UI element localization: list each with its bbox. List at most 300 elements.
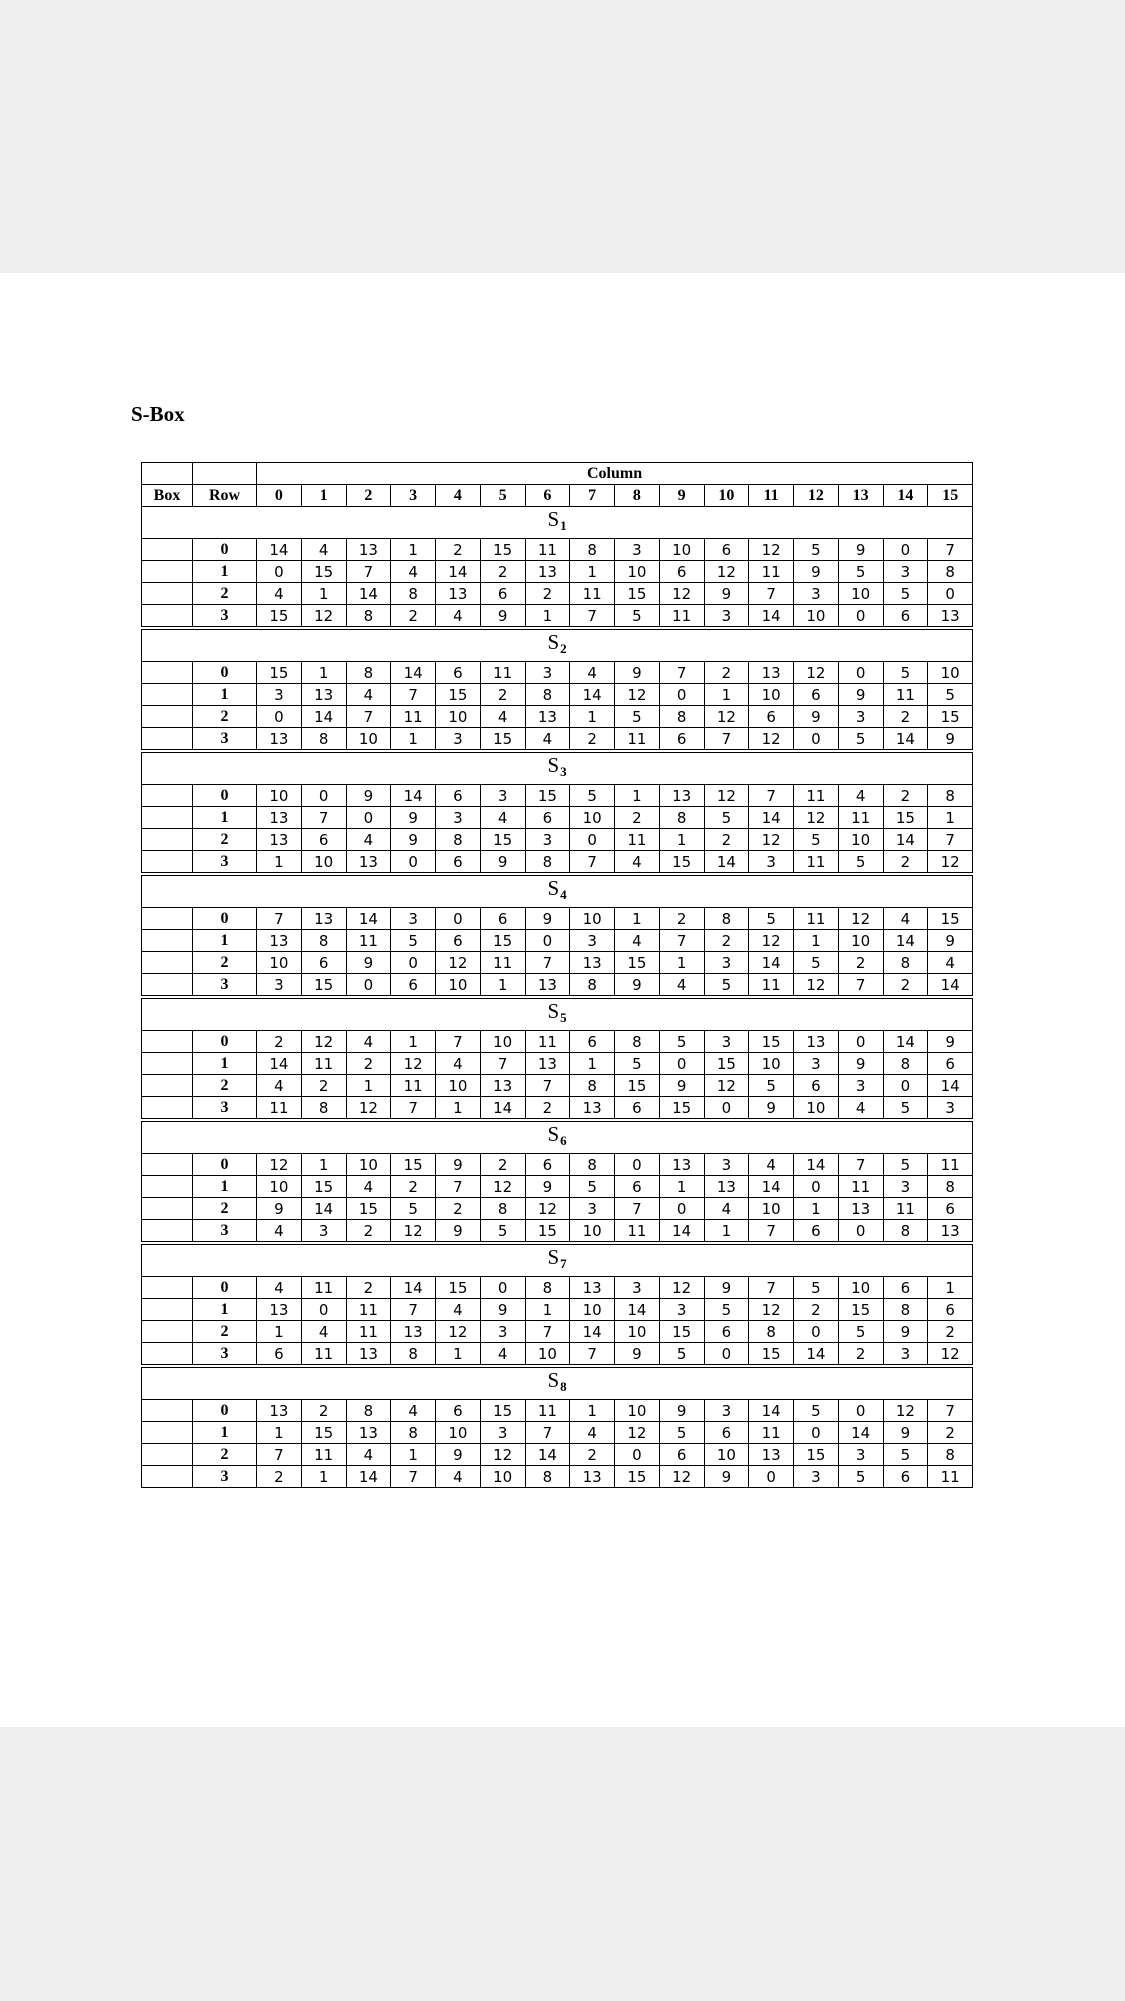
sbox-value-cell: 4 [257, 1220, 302, 1244]
sbox-value-cell: 10 [525, 1343, 570, 1367]
sbox-value-cell: 9 [659, 1400, 704, 1422]
sbox-value-cell: 6 [480, 908, 525, 930]
sbox-value-cell: 11 [749, 561, 794, 583]
sbox-value-cell: 3 [480, 1422, 525, 1444]
sbox-value-cell: 0 [794, 1321, 839, 1343]
sbox-value-cell: 2 [794, 1299, 839, 1321]
sbox-value-cell: 14 [838, 1422, 883, 1444]
sbox-value-cell: 0 [883, 539, 928, 561]
sbox-value-cell: 3 [883, 1343, 928, 1367]
column-header-row [142, 485, 973, 507]
sbox-value-cell: 9 [436, 1154, 481, 1176]
sbox-title-row [142, 1243, 973, 1277]
sbox-value-cell: 1 [928, 1277, 973, 1299]
sbox-value-cell: 8 [749, 1321, 794, 1343]
table-row [142, 684, 973, 706]
sbox-title [142, 997, 973, 1031]
sbox-value-cell: 6 [928, 1053, 973, 1075]
sbox-value-cell: 13 [257, 728, 302, 752]
sbox-value-cell: 7 [570, 851, 615, 875]
sbox-value-cell: 4 [704, 1198, 749, 1220]
column-number-header: 15 [928, 485, 973, 507]
sbox-name: S [547, 999, 560, 1023]
sbox-value-cell: 11 [346, 930, 391, 952]
table-row [142, 1053, 973, 1075]
box-header: Box [142, 485, 193, 507]
table-row [142, 662, 973, 684]
sbox-value-cell: 13 [346, 1343, 391, 1367]
sbox-value-cell: 4 [257, 583, 302, 605]
sbox-value-cell: 12 [615, 1422, 660, 1444]
column-number-header: 8 [615, 485, 660, 507]
sbox-value-cell: 9 [436, 1220, 481, 1244]
box-cell [142, 1321, 193, 1343]
sbox-value-cell: 14 [794, 1154, 839, 1176]
sbox-subscript: 1 [560, 518, 567, 533]
sbox-value-cell: 8 [659, 706, 704, 728]
sbox-value-cell: 9 [615, 1343, 660, 1367]
sbox-value-cell: 5 [838, 728, 883, 752]
sbox-value-cell: 12 [301, 605, 346, 629]
sbox-value-cell: 6 [794, 684, 839, 706]
sbox-value-cell: 6 [659, 561, 704, 583]
sbox-value-cell: 14 [883, 930, 928, 952]
sbox-value-cell: 12 [391, 1053, 436, 1075]
sbox-value-cell: 1 [480, 974, 525, 998]
sbox-value-cell: 14 [749, 952, 794, 974]
sbox-value-cell: 12 [794, 974, 839, 998]
sbox-value-cell: 7 [838, 1154, 883, 1176]
column-number-header: 13 [838, 485, 883, 507]
sbox-value-cell: 13 [749, 1444, 794, 1466]
sbox-value-cell: 2 [391, 1176, 436, 1198]
sbox-value-cell: 2 [257, 1031, 302, 1053]
sbox-value-cell: 6 [704, 1422, 749, 1444]
sbox-value-cell: 11 [883, 684, 928, 706]
sbox-value-cell: 2 [659, 908, 704, 930]
sbox-value-cell: 14 [570, 1321, 615, 1343]
row-number-cell: 2 [193, 952, 257, 974]
sbox-value-cell: 7 [928, 539, 973, 561]
sbox-value-cell: 7 [928, 1400, 973, 1422]
sbox-value-cell: 7 [301, 807, 346, 829]
sbox-value-cell: 6 [659, 1444, 704, 1466]
sbox-value-cell: 6 [794, 1075, 839, 1097]
sbox-value-cell: 14 [928, 1075, 973, 1097]
sbox-value-cell: 11 [794, 851, 839, 875]
sbox-value-cell: 0 [749, 1466, 794, 1488]
sbox-value-cell: 6 [659, 728, 704, 752]
sbox-name: S [547, 753, 560, 777]
sbox-value-cell: 3 [883, 561, 928, 583]
column-number-header: 11 [749, 485, 794, 507]
sbox-value-cell: 12 [525, 1198, 570, 1220]
sbox-value-cell: 9 [794, 561, 839, 583]
row-number-cell: 1 [193, 807, 257, 829]
column-number-header: 14 [883, 485, 928, 507]
sbox-value-cell: 11 [525, 1400, 570, 1422]
sbox-value-cell: 5 [928, 684, 973, 706]
sbox-value-cell: 4 [346, 1176, 391, 1198]
sbox-value-cell: 1 [570, 1400, 615, 1422]
sbox-value-cell: 6 [704, 1321, 749, 1343]
sbox-value-cell: 5 [883, 583, 928, 605]
sbox-value-cell: 7 [525, 952, 570, 974]
sbox-value-cell: 0 [794, 1176, 839, 1198]
sbox-value-cell: 6 [436, 851, 481, 875]
sbox-value-cell: 4 [346, 684, 391, 706]
sbox-value-cell: 3 [704, 1031, 749, 1053]
sbox-value-cell: 5 [570, 1176, 615, 1198]
sbox-value-cell: 12 [928, 1343, 973, 1367]
sbox-title-row [142, 1120, 973, 1154]
sbox-value-cell: 5 [883, 1444, 928, 1466]
sbox-value-cell: 3 [794, 583, 839, 605]
sbox-value-cell: 6 [391, 974, 436, 998]
row-number-cell: 0 [193, 785, 257, 807]
sbox-subscript: 3 [560, 764, 567, 779]
sbox-name: S [547, 1245, 560, 1269]
sbox-value-cell: 4 [838, 785, 883, 807]
sbox-value-cell: 0 [301, 1299, 346, 1321]
sbox-value-cell: 0 [659, 684, 704, 706]
sbox-value-cell: 13 [525, 1053, 570, 1075]
sbox-value-cell: 15 [391, 1154, 436, 1176]
sbox-value-cell: 10 [570, 908, 615, 930]
table-body [142, 507, 973, 1488]
sbox-value-cell: 12 [704, 561, 749, 583]
column-number-header: 9 [659, 485, 704, 507]
box-cell [142, 539, 193, 561]
sbox-value-cell: 8 [525, 851, 570, 875]
sbox-value-cell: 5 [391, 1198, 436, 1220]
sbox-value-cell: 0 [659, 1053, 704, 1075]
sbox-value-cell: 1 [301, 583, 346, 605]
column-number-header: 2 [346, 485, 391, 507]
row-number-cell: 2 [193, 829, 257, 851]
box-cell [142, 974, 193, 998]
sbox-value-cell: 12 [794, 807, 839, 829]
sbox-value-cell: 13 [391, 1321, 436, 1343]
sbox-value-cell: 4 [436, 1466, 481, 1488]
sbox-value-cell: 7 [346, 561, 391, 583]
sbox-value-cell: 12 [883, 1400, 928, 1422]
sbox-value-cell: 10 [257, 1176, 302, 1198]
sbox-value-cell: 8 [391, 1422, 436, 1444]
sbox-value-cell: 6 [749, 706, 794, 728]
sbox-value-cell: 14 [391, 785, 436, 807]
sbox-value-cell: 15 [525, 785, 570, 807]
sbox-value-cell: 10 [257, 952, 302, 974]
sbox-value-cell: 15 [301, 561, 346, 583]
sbox-value-cell: 4 [257, 1277, 302, 1299]
sbox-value-cell: 2 [928, 1321, 973, 1343]
sbox-subscript: 8 [560, 1379, 567, 1394]
sbox-value-cell: 14 [749, 1400, 794, 1422]
sbox-value-cell: 15 [436, 684, 481, 706]
sbox-value-cell: 5 [794, 829, 839, 851]
sbox-value-cell: 15 [794, 1444, 839, 1466]
sbox-value-cell: 5 [794, 1277, 839, 1299]
table-header [142, 463, 973, 507]
sbox-value-cell: 13 [257, 829, 302, 851]
sbox-value-cell: 5 [615, 706, 660, 728]
row-number-cell: 2 [193, 706, 257, 728]
sbox-value-cell: 3 [615, 539, 660, 561]
sbox-value-cell: 3 [659, 1299, 704, 1321]
sbox-value-cell: 4 [436, 1053, 481, 1075]
sbox-value-cell: 13 [257, 1400, 302, 1422]
sbox-value-cell: 13 [525, 561, 570, 583]
sbox-value-cell: 2 [704, 662, 749, 684]
sbox-value-cell: 3 [301, 1220, 346, 1244]
sbox-value-cell: 14 [480, 1097, 525, 1121]
sbox-title [142, 1120, 973, 1154]
sbox-value-cell: 5 [838, 561, 883, 583]
sbox-value-cell: 4 [346, 1031, 391, 1053]
sbox-value-cell: 13 [301, 908, 346, 930]
sbox-value-cell: 14 [749, 605, 794, 629]
sbox-value-cell: 14 [794, 1343, 839, 1367]
table-row [142, 1031, 973, 1053]
sbox-value-cell: 14 [883, 728, 928, 752]
sbox-value-cell: 6 [525, 807, 570, 829]
sbox-value-cell: 15 [659, 1321, 704, 1343]
sbox-value-cell: 13 [704, 1176, 749, 1198]
sbox-value-cell: 4 [615, 930, 660, 952]
sbox-value-cell: 11 [257, 1097, 302, 1121]
sbox-value-cell: 9 [480, 1299, 525, 1321]
sbox-value-cell: 8 [570, 1075, 615, 1097]
column-number-header: 5 [480, 485, 525, 507]
sbox-value-cell: 4 [928, 952, 973, 974]
row-number-cell: 3 [193, 1343, 257, 1367]
sbox-value-cell: 9 [659, 1075, 704, 1097]
sbox-value-cell: 1 [391, 1031, 436, 1053]
sbox-value-cell: 2 [346, 1220, 391, 1244]
sbox-value-cell: 5 [704, 1299, 749, 1321]
sbox-value-cell: 2 [525, 1097, 570, 1121]
sbox-title [142, 751, 973, 785]
sbox-value-cell: 12 [704, 1075, 749, 1097]
sbox-subscript: 2 [560, 641, 567, 656]
sbox-value-cell: 3 [794, 1053, 839, 1075]
sbox-value-cell: 14 [659, 1220, 704, 1244]
sbox-value-cell: 4 [346, 829, 391, 851]
sbox-value-cell: 4 [525, 728, 570, 752]
sbox-value-cell: 15 [928, 706, 973, 728]
box-cell [142, 1220, 193, 1244]
sbox-value-cell: 15 [301, 1422, 346, 1444]
sbox-value-cell: 10 [436, 974, 481, 998]
page-title: S-Box [131, 402, 185, 426]
sbox-value-cell: 2 [480, 684, 525, 706]
sbox-value-cell: 5 [659, 1031, 704, 1053]
table-row [142, 829, 973, 851]
row-number-cell: 0 [193, 908, 257, 930]
sbox-value-cell: 7 [615, 1198, 660, 1220]
sbox-value-cell: 14 [346, 1466, 391, 1488]
sbox-value-cell: 15 [257, 605, 302, 629]
sbox-value-cell: 0 [346, 974, 391, 998]
table-row [142, 1422, 973, 1444]
sbox-value-cell: 2 [391, 605, 436, 629]
sbox-value-cell: 11 [301, 1343, 346, 1367]
sbox-value-cell: 11 [615, 728, 660, 752]
sbox-value-cell: 4 [391, 1400, 436, 1422]
sbox-value-cell: 6 [570, 1031, 615, 1053]
sbox-title-row [142, 628, 973, 662]
sbox-value-cell: 7 [346, 706, 391, 728]
sbox-value-cell: 3 [257, 684, 302, 706]
sbox-value-cell: 7 [570, 1343, 615, 1367]
sbox-value-cell: 4 [480, 807, 525, 829]
sbox-name: S [547, 1122, 560, 1146]
box-cell [142, 583, 193, 605]
sbox-value-cell: 14 [257, 539, 302, 561]
sbox-value-cell: 11 [838, 807, 883, 829]
sbox-value-cell: 15 [615, 1466, 660, 1488]
sbox-value-cell: 9 [391, 829, 436, 851]
row-number-cell: 3 [193, 974, 257, 998]
sbox-value-cell: 4 [838, 1097, 883, 1121]
table-row [142, 561, 973, 583]
sbox-value-cell: 2 [346, 1277, 391, 1299]
sbox-value-cell: 3 [704, 952, 749, 974]
table-row [142, 1400, 973, 1422]
sbox-value-cell: 9 [928, 1031, 973, 1053]
sbox-value-cell: 9 [928, 728, 973, 752]
sbox-value-cell: 5 [883, 1154, 928, 1176]
sbox-value-cell: 7 [659, 930, 704, 952]
sbox-value-cell: 3 [704, 1400, 749, 1422]
sbox-value-cell: 8 [704, 908, 749, 930]
row-number-cell: 3 [193, 728, 257, 752]
sbox-value-cell: 3 [883, 1176, 928, 1198]
sbox-value-cell: 8 [391, 583, 436, 605]
sbox-value-cell: 10 [838, 583, 883, 605]
sbox-value-cell: 7 [749, 785, 794, 807]
sbox-value-cell: 13 [749, 662, 794, 684]
sbox-value-cell: 0 [704, 1343, 749, 1367]
sbox-value-cell: 15 [257, 662, 302, 684]
sbox-value-cell: 10 [838, 930, 883, 952]
column-group-header: Column [257, 463, 973, 485]
sbox-value-cell: 9 [525, 908, 570, 930]
sbox-value-cell: 14 [704, 851, 749, 875]
sbox-value-cell: 10 [436, 1422, 481, 1444]
sbox-value-cell: 15 [704, 1053, 749, 1075]
sbox-value-cell: 3 [928, 1097, 973, 1121]
sbox-value-cell: 3 [838, 1075, 883, 1097]
sbox-value-cell: 6 [883, 1277, 928, 1299]
sbox-value-cell: 6 [436, 785, 481, 807]
sbox-value-cell: 6 [436, 930, 481, 952]
sbox-value-cell: 13 [525, 706, 570, 728]
sbox-value-cell: 6 [480, 583, 525, 605]
sbox-value-cell: 10 [794, 605, 839, 629]
sbox-value-cell: 9 [838, 539, 883, 561]
sbox-value-cell: 3 [480, 1321, 525, 1343]
sbox-value-cell: 10 [928, 662, 973, 684]
sbox-value-cell: 7 [525, 1075, 570, 1097]
sbox-value-cell: 13 [570, 952, 615, 974]
table-row [142, 1220, 973, 1244]
sbox-value-cell: 0 [301, 785, 346, 807]
sbox-value-cell: 1 [436, 1097, 481, 1121]
sbox-value-cell: 6 [257, 1343, 302, 1367]
sbox-value-cell: 1 [570, 561, 615, 583]
row-number-cell: 3 [193, 1097, 257, 1121]
sbox-value-cell: 15 [615, 1075, 660, 1097]
sbox-value-cell: 12 [659, 1277, 704, 1299]
column-number-header: 3 [391, 485, 436, 507]
table-row [142, 908, 973, 930]
sbox-value-cell: 3 [704, 605, 749, 629]
sbox-value-cell: 8 [346, 605, 391, 629]
table-row [142, 1321, 973, 1343]
table-row [142, 807, 973, 829]
sbox-value-cell: 1 [525, 605, 570, 629]
row-number-cell: 0 [193, 1400, 257, 1422]
sbox-title-row [142, 507, 973, 539]
sbox-value-cell: 13 [257, 1299, 302, 1321]
sbox-value-cell: 12 [346, 1097, 391, 1121]
sbox-value-cell: 3 [749, 851, 794, 875]
row-header: Row [193, 485, 257, 507]
sbox-value-cell: 14 [615, 1299, 660, 1321]
sbox-value-cell: 8 [391, 1343, 436, 1367]
box-cell [142, 807, 193, 829]
sbox-value-cell: 10 [346, 728, 391, 752]
sbox-value-cell: 12 [928, 851, 973, 875]
box-cell [142, 1198, 193, 1220]
sbox-value-cell: 5 [704, 807, 749, 829]
sbox-value-cell: 7 [838, 974, 883, 998]
sbox-value-cell: 1 [928, 807, 973, 829]
sbox-value-cell: 5 [883, 662, 928, 684]
sbox-value-cell: 13 [928, 605, 973, 629]
box-cell [142, 561, 193, 583]
box-cell [142, 930, 193, 952]
sbox-value-cell: 15 [480, 930, 525, 952]
sbox-name: S [547, 1368, 560, 1392]
sbox-value-cell: 7 [525, 1422, 570, 1444]
sbox-value-cell: 1 [391, 728, 436, 752]
blank-header-cell [193, 463, 257, 485]
sbox-value-cell: 1 [436, 1343, 481, 1367]
sbox-value-cell: 14 [257, 1053, 302, 1075]
column-number-header: 7 [570, 485, 615, 507]
sbox-value-cell: 0 [525, 930, 570, 952]
sbox-value-cell: 6 [615, 1176, 660, 1198]
sbox-value-cell: 13 [838, 1198, 883, 1220]
sbox-value-cell: 11 [659, 605, 704, 629]
sbox-value-cell: 5 [615, 605, 660, 629]
sbox-value-cell: 2 [704, 930, 749, 952]
row-number-cell: 2 [193, 583, 257, 605]
sbox-value-cell: 0 [436, 908, 481, 930]
row-number-cell: 0 [193, 539, 257, 561]
sbox-value-cell: 0 [257, 561, 302, 583]
sbox-value-cell: 12 [436, 952, 481, 974]
sbox-value-cell: 11 [301, 1444, 346, 1466]
sbox-value-cell: 15 [480, 539, 525, 561]
box-cell [142, 1053, 193, 1075]
sbox-value-cell: 12 [436, 1321, 481, 1343]
box-cell [142, 1176, 193, 1198]
box-cell [142, 605, 193, 629]
